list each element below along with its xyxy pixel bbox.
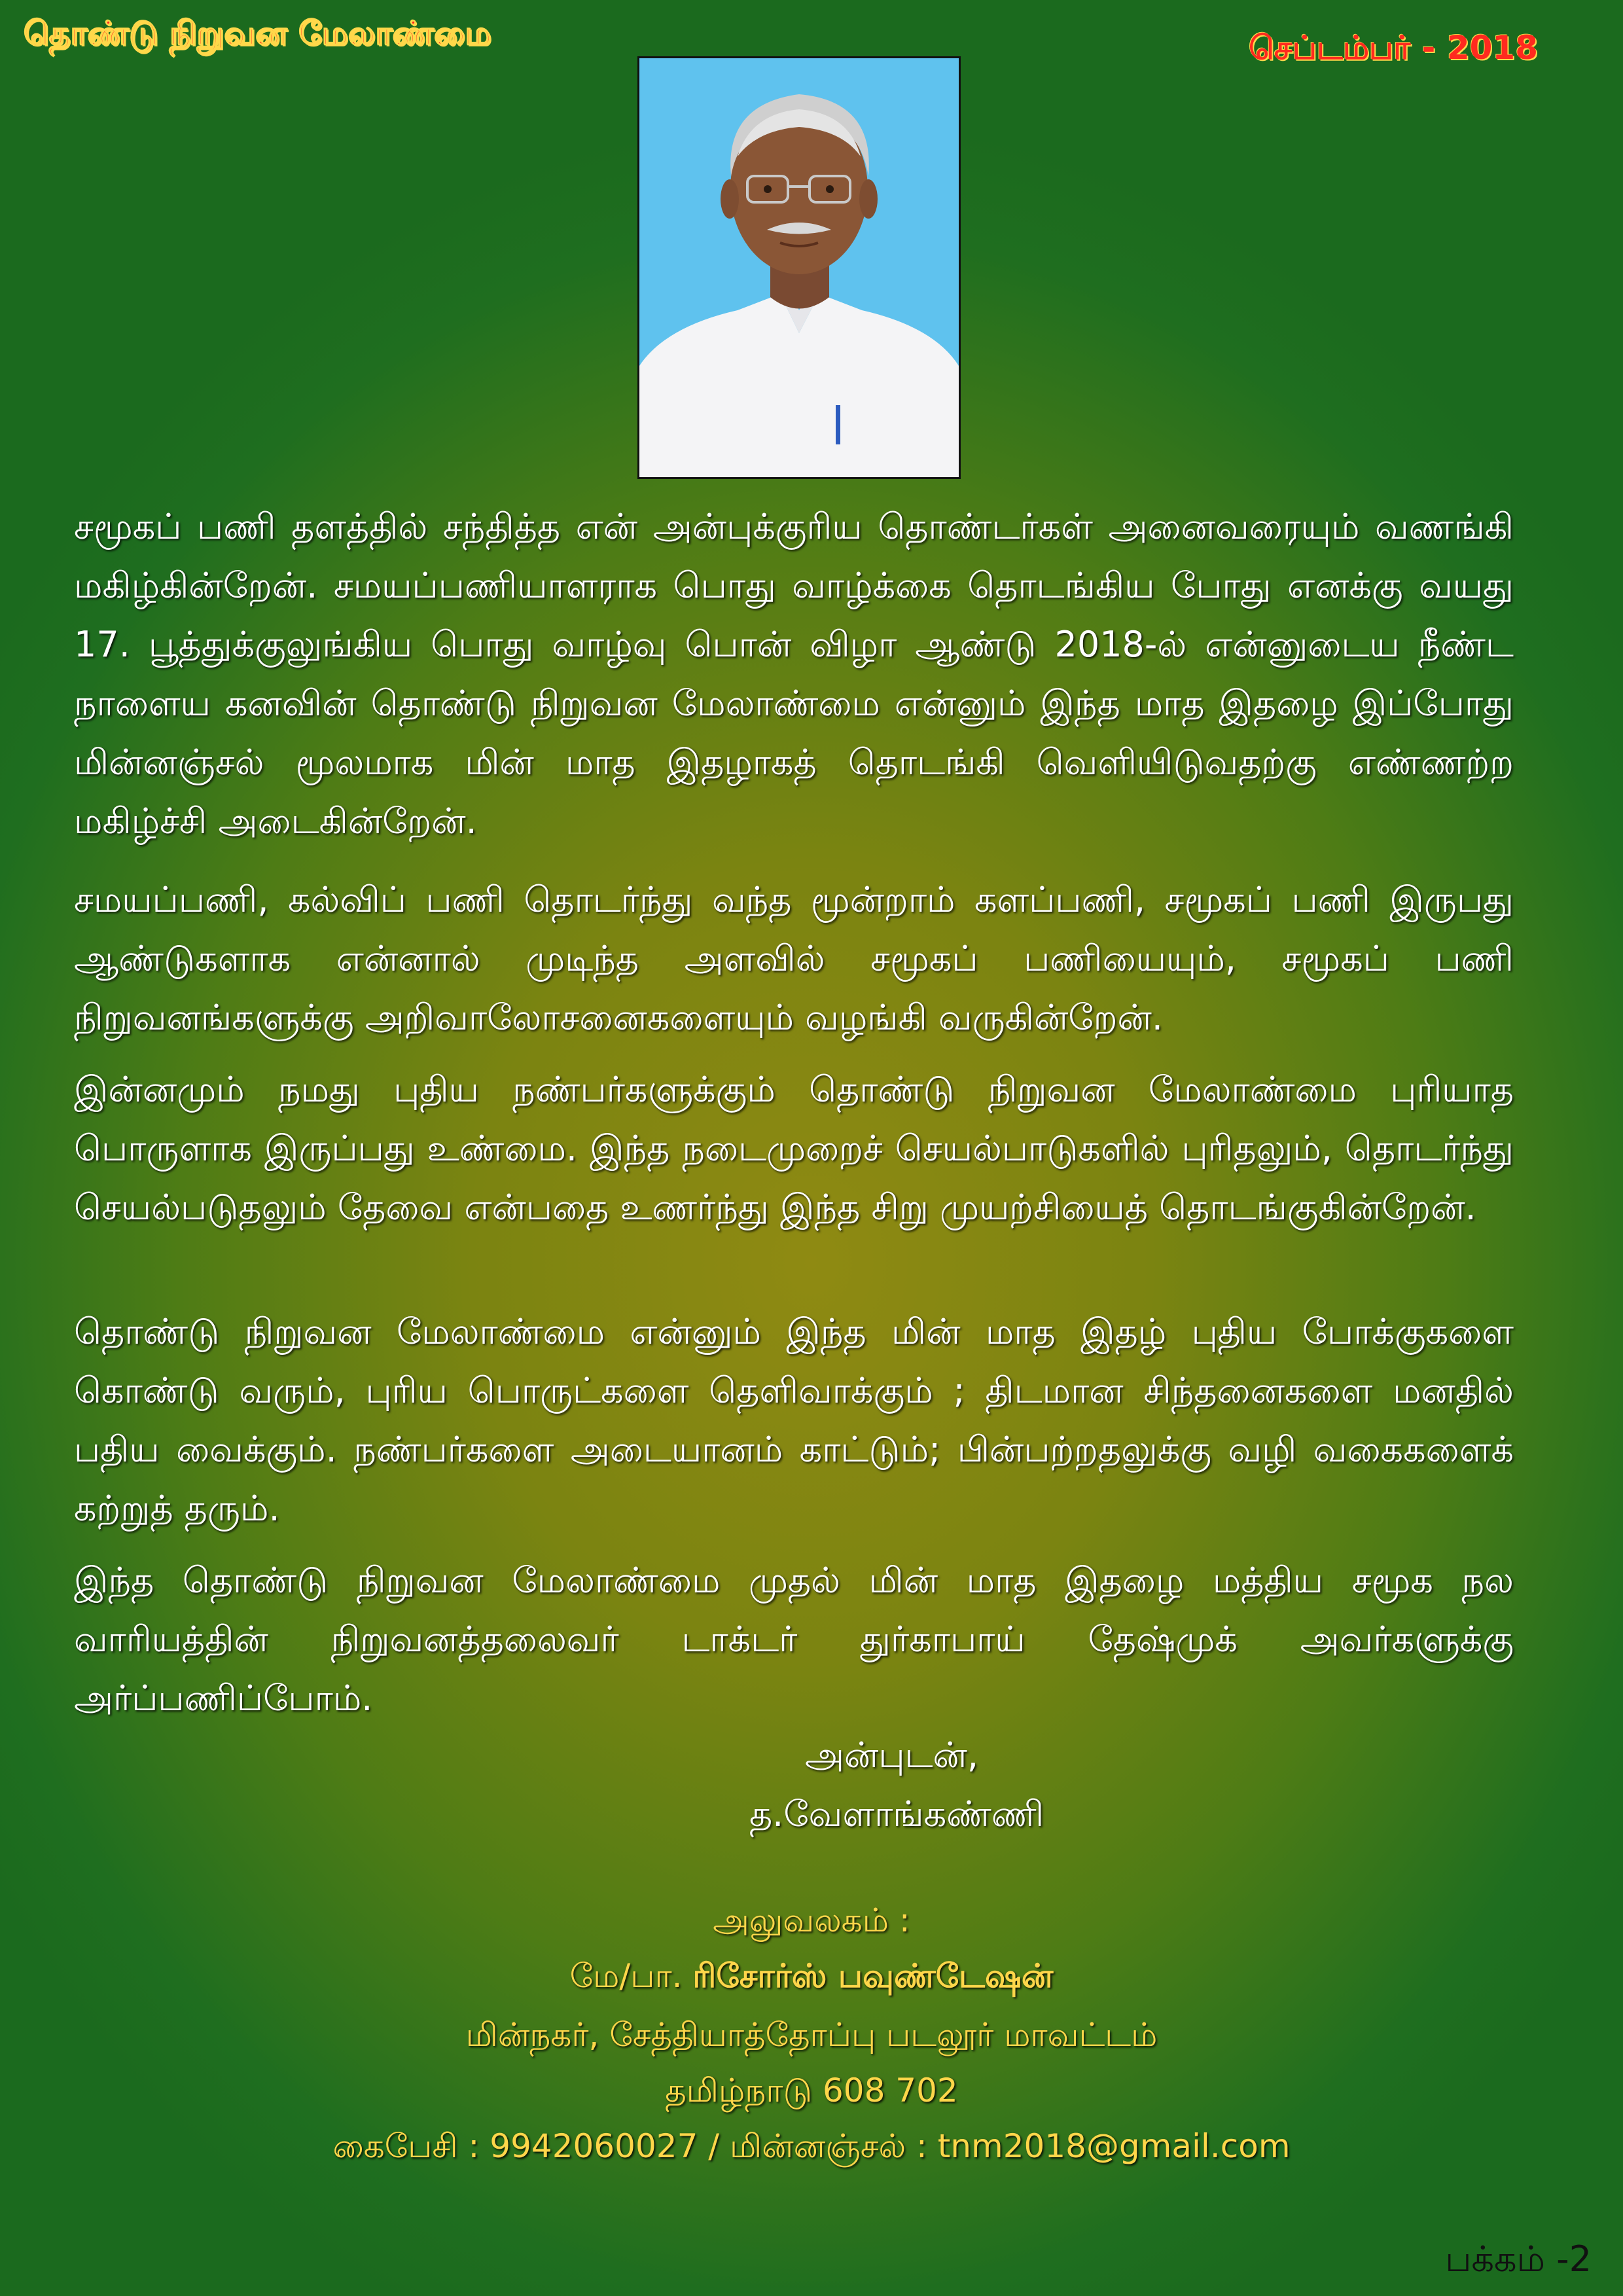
signature-name: த.வேளாங்கண்ணி [749, 1793, 1044, 1835]
paragraph-2: சமயப்பணி, கல்விப் பணி தொடர்ந்து வந்த மூன்றாம் களப்பணி, சமூகப் பணி இருபது ஆண்டுகளாக என்னால் முடிந்த அளவில் சமூகப் பணியையும், சமூகப் பணி நிறுவனங்களுக்கு அறிவாலோசனைகளையும் வழங்கி வருகின்றேன். [74, 879, 1514, 1038]
office-address-line2: தமிழ்நாடு 608 702 [665, 2072, 958, 2109]
office-address-line1: மின்நகர், சேத்தியாத்தோப்பு படலூர் மாவட்டம் [465, 2016, 1158, 2054]
office-contact: கைபேசி : 9942060027 / மின்னஞ்சல் : tnm2018@gmail.com [332, 2127, 1291, 2165]
signature-closing: அன்புடன், [805, 1734, 979, 1776]
office-label: அலுவலகம் : [713, 1901, 910, 1939]
author-photo [637, 56, 961, 479]
page-number: பக்கம் -2 [1445, 2238, 1592, 2280]
org-prefix: மே/பா. [569, 1957, 683, 1995]
newsletter-title: தொண்டு நிறுவன மேலாண்மை [24, 14, 491, 52]
paragraph-1: சமூகப் பணி தளத்தில் சந்தித்த என் அன்புக்குரிய தொண்டர்கள் அனைவரையும் வணங்கி மகிழ்கின்றேன். சமயப்பணியாளராக பொது வாழ்க்கை தொடங்கிய போது எனக்கு வயது 17. பூத்துக்குலுங்கிய பொது வாழ்வு பொன் விழா ஆண்டு 2018-ல் என்னுடைய நீண்ட நாளைய கனவின் தொண்டு நிறுவன மேலாண்மை என்னும் இந்த மாத இதழை இப்போது மின்னஞ்சல் மூலமாக மின் மாத இதழாகத் தொடங்கி வெளியிடுவதற்கு எண்ணற்ற மகிழ்ச்சி அடைகின்றேன். [74, 506, 1514, 842]
issue-date: செப்டம்பர் - 2018 [1249, 29, 1538, 67]
paragraph-5: இந்த தொண்டு நிறுவன மேலாண்மை முதல் மின் மாத இதழை மத்திய சமூக நல வாரியத்தின் நிறுவனத்தலைவர் டாக்டர் துர்காபாய் தேஷ்முக் அவர்களுக்கு அர்ப்பணிப்போம். [74, 1560, 1514, 1719]
org-name: ரிசோர்ஸ் பவுண்டேஷன் [692, 1957, 1054, 1995]
paragraph-4: தொண்டு நிறுவன மேலாண்மை என்னும் இந்த மின் மாத இதழ் புதிய போக்குகளை கொண்டு வரும், புரிய பொருட்களை தெளிவாக்கும் ; திடமான சிந்தனைகளை மனதில் பதிய வைக்கும். நண்பர்களை அடையானம் காட்டும்; பின்பற்றதலுக்கு வழி வகைகளைக் கற்றுத் தரும். [74, 1311, 1514, 1529]
paragraph-3: இன்னமும் நமது புதிய நண்பர்களுக்கும் தொண்டு நிறுவன மேலாண்மை புரியாத பொருளாக இருப்பது உண்மை. இந்த நடைமுறைச் செயல்பாடுகளில் புரிதலும், தொடர்ந்து செயல்படுதலும் தேவை என்பதை உணர்ந்து இந்த சிறு முயற்சியைத் தொடங்குகின்றேன். [74, 1069, 1514, 1228]
office-organization [0, 1957, 1623, 2000]
